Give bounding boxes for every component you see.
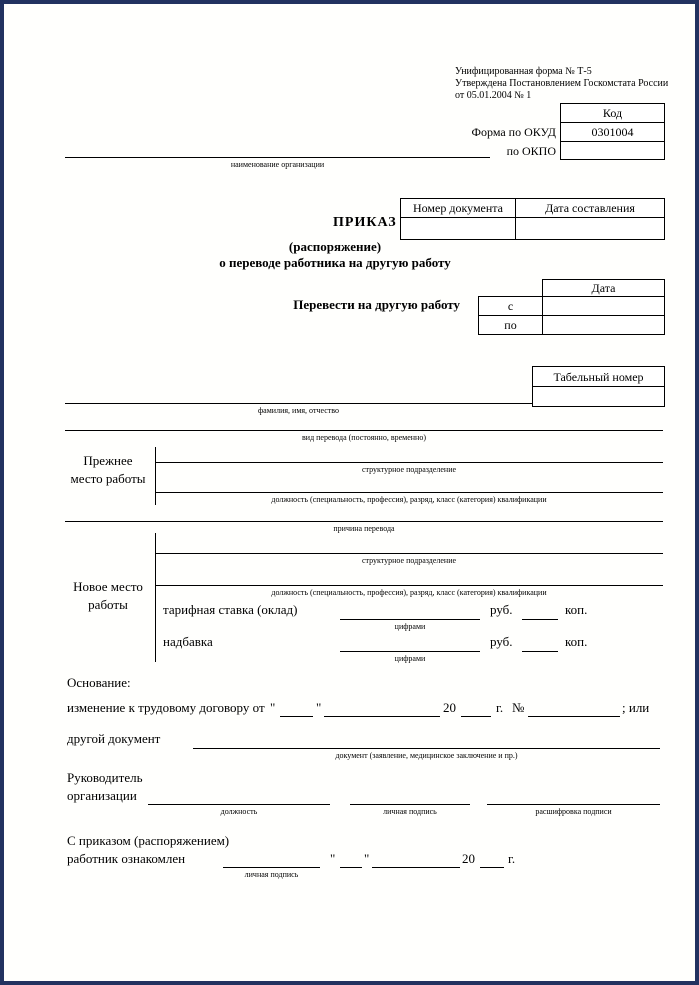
transfer-to-date-cell[interactable] — [542, 315, 665, 335]
ack-month-line[interactable] — [372, 867, 460, 868]
new-position-line[interactable] — [155, 585, 663, 586]
transfer-label: Перевести на другую работу — [293, 297, 460, 312]
form-date-line: от 05.01.2004 № 1 — [455, 90, 532, 101]
prev-place-label-line2: место работы — [70, 471, 146, 486]
personnel-number-header-cell: Табельный номер — [532, 366, 665, 387]
day-close-quote: " — [316, 700, 322, 715]
form-approval-note — [455, 66, 668, 102]
order-title: ПРИКАЗ — [333, 215, 397, 230]
order-subtitle-1: (распоряжение) — [288, 239, 382, 254]
new-place-label — [63, 578, 153, 614]
ack-label-line2: работник ознакомлен — [67, 851, 186, 866]
head-transcript-caption: расшифровка подписи — [535, 807, 612, 816]
agreement-month-line[interactable] — [324, 716, 440, 717]
allowance-rub-label: руб. — [490, 634, 513, 649]
prev-position-caption: должность (специальность, профессия), разряд, класс (категория) квалификации — [271, 495, 547, 504]
tariff-amount-line[interactable] — [340, 619, 480, 620]
personnel-number-cell[interactable] — [532, 386, 665, 407]
ack-day-close-quote: " — [364, 851, 370, 866]
new-place-label-line1: Новое место — [73, 579, 143, 594]
code-header-cell: Код — [560, 103, 665, 123]
ack-year-prefix: 20 — [462, 851, 475, 866]
okud-code-cell: 0301004 — [560, 122, 665, 142]
ack-signature-caption: личная подпись — [244, 870, 299, 879]
allowance-kop-line[interactable] — [522, 651, 558, 652]
form-number-line: Унифицированная форма № Т-5 — [455, 66, 592, 77]
tariff-rub-label: руб. — [490, 602, 513, 617]
tariff-label: тарифная ставка (оклад) — [163, 602, 298, 617]
okpo-label: по ОКПО — [506, 144, 556, 158]
new-position-caption: должность (специальность, профессия), разряд, класс (категория) квалификации — [271, 588, 547, 597]
tariff-digits-caption: цифрами — [394, 622, 426, 631]
allowance-amount-line[interactable] — [340, 651, 480, 652]
ack-signature-line[interactable] — [223, 867, 320, 868]
prev-place-label — [63, 452, 153, 488]
agreement-change-label: изменение к трудовому договору от — [67, 700, 265, 715]
doc-number-header-cell: Номер документа — [400, 198, 516, 218]
transfer-reason-caption: причина перевода — [333, 524, 395, 533]
transfer-to-label-cell: по — [478, 315, 543, 335]
prev-position-line[interactable] — [155, 492, 663, 493]
agreement-day-line[interactable] — [280, 716, 313, 717]
allowance-kop-label: коп. — [565, 634, 588, 649]
ack-day-line[interactable] — [340, 867, 362, 868]
transfer-from-date-cell[interactable] — [542, 296, 665, 316]
ack-year-line[interactable] — [480, 867, 504, 868]
allowance-digits-caption: цифрами — [394, 654, 426, 663]
order-subtitle-2: о переводе работника на другую работу — [219, 255, 451, 270]
fio-line[interactable] — [65, 403, 532, 404]
head-transcript-line[interactable] — [487, 804, 660, 805]
tariff-kop-line[interactable] — [522, 619, 558, 620]
new-place-label-line2: работы — [88, 597, 128, 612]
or-label: ; или — [622, 700, 650, 715]
new-unit-caption: структурное подразделение — [361, 556, 457, 565]
prev-place-label-line1: Прежнее — [83, 453, 133, 468]
transfer-from-label-cell: с — [478, 296, 543, 316]
other-document-caption: документ (заявление, медицинское заключение и пр.) — [335, 751, 518, 760]
okpo-code-cell[interactable] — [560, 141, 665, 160]
transfer-type-line[interactable] — [65, 430, 663, 431]
agreement-number-line[interactable] — [528, 716, 620, 717]
agreement-number-sign: № — [512, 700, 525, 715]
agreement-year-prefix: 20 — [443, 700, 456, 715]
head-signature-caption: личная подпись — [383, 807, 437, 816]
head-position-caption: должность — [220, 807, 258, 816]
form-approved-line: Утверждена Постановлением Госкомстата России — [455, 78, 669, 89]
ack-label-line1: С приказом (распоряжением) — [67, 833, 230, 848]
head-label-line2: организации — [67, 788, 137, 803]
day-open-quote: " — [270, 700, 276, 715]
transfer-date-header-cell: Дата — [542, 279, 665, 297]
agreement-year-suffix: г. — [496, 700, 504, 715]
head-label-line1: Руководитель — [67, 770, 143, 785]
organization-name-caption: наименование организации — [230, 160, 325, 169]
new-unit-line[interactable] — [155, 553, 663, 554]
prev-unit-line[interactable] — [155, 462, 663, 463]
doc-date-cell[interactable] — [515, 217, 665, 240]
organization-name-line[interactable] — [65, 157, 490, 158]
basis-label: Основание: — [67, 675, 131, 690]
other-document-label: другой документ — [67, 731, 161, 746]
doc-date-header-cell: Дата составления — [515, 198, 665, 218]
fio-caption: фамилия, имя, отчество — [258, 406, 339, 415]
okud-label: Форма по ОКУД — [471, 125, 556, 139]
head-position-line[interactable] — [148, 804, 330, 805]
transfer-type-caption: вид перевода (постоянно, временно) — [302, 433, 426, 442]
tariff-kop-label: коп. — [565, 602, 588, 617]
ack-year-suffix: г. — [508, 851, 516, 866]
ack-day-open-quote: " — [330, 851, 336, 866]
allowance-label: надбавка — [163, 634, 213, 649]
doc-number-cell[interactable] — [400, 217, 516, 240]
prev-unit-caption: структурное подразделение — [361, 465, 457, 474]
agreement-year-line[interactable] — [461, 716, 491, 717]
transfer-reason-line[interactable] — [65, 521, 663, 522]
other-document-line[interactable] — [193, 748, 660, 749]
head-signature-line[interactable] — [350, 804, 470, 805]
